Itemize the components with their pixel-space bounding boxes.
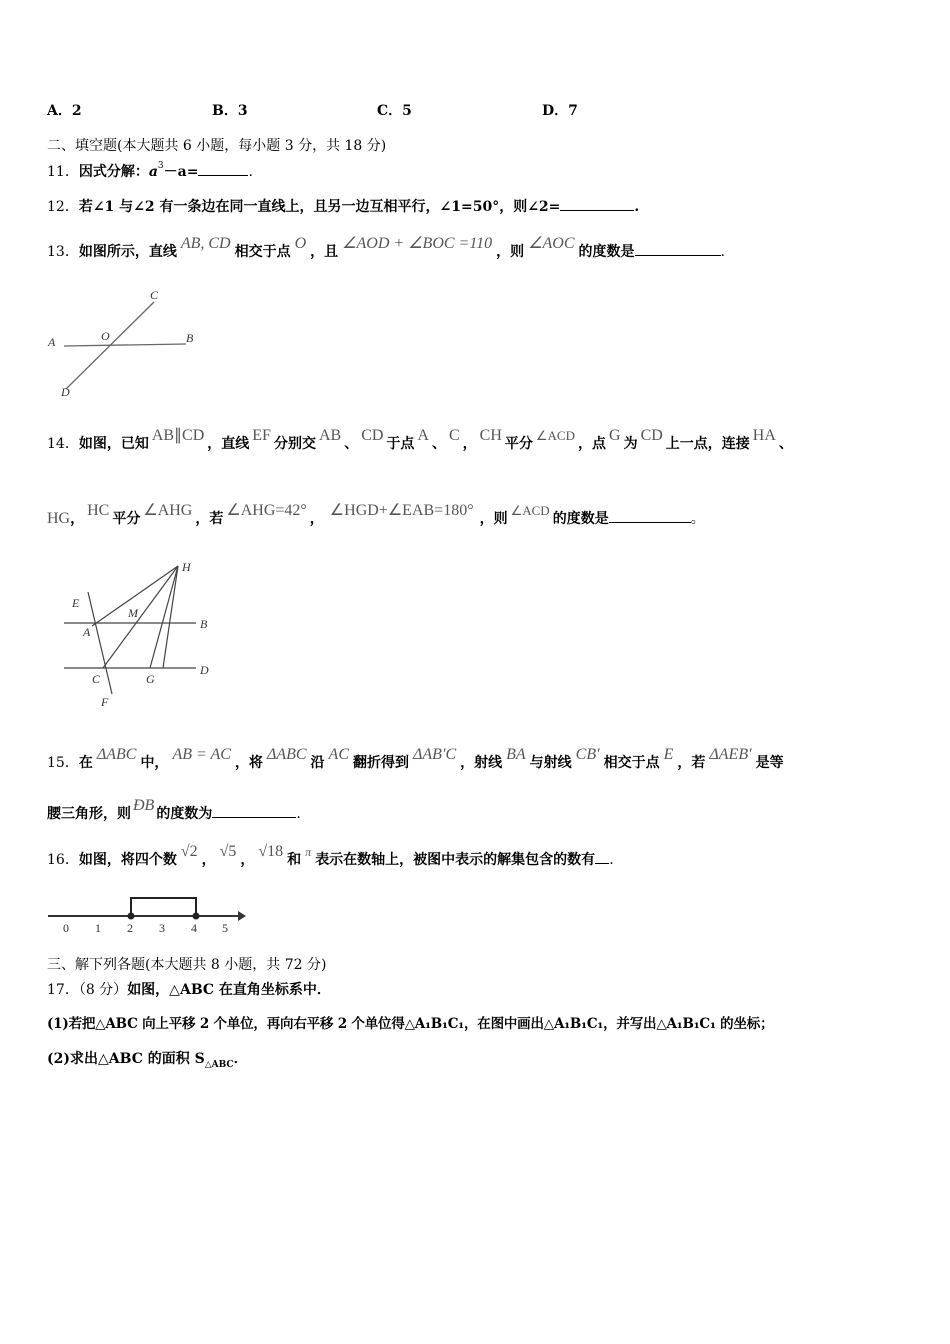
label-d: D — [200, 663, 209, 677]
label-h: H — [182, 560, 191, 574]
answer-blank[interactable] — [560, 196, 634, 211]
tick-0: 0 — [63, 921, 69, 935]
label-m: M — [128, 606, 138, 620]
section3-title: 三、解下列各题(本大题共 8 小题，共 72 分) — [47, 957, 327, 973]
label-c: C — [150, 288, 159, 302]
solution-bracket — [131, 898, 196, 914]
axis-arrow — [238, 911, 246, 921]
question-12: 12．若∠1 与∠2 有一条边在同一直线上，且另一边互相平行，∠1=50°，则∠2= . — [47, 196, 639, 217]
label-b: B — [186, 331, 194, 345]
answer-blank[interactable] — [635, 241, 721, 256]
question-17-part1: (1)若把△ABC 向上平移 2 个单位，再向右平移 2 个单位得△A₁B₁C₁，在图中画出△A₁B₁C₁，并写出△A₁B₁C₁ 的坐标； — [47, 1016, 774, 1032]
tick-2: 2 — [127, 921, 133, 935]
tick-1: 1 — [95, 921, 101, 935]
section2-title: 二、填空题(本大题共 6 小题，每小题 3 分，共 18 分) — [47, 138, 387, 154]
options-row — [47, 101, 647, 121]
question-15-cont: 腰三角形，则 ÐB 的度数为 . — [47, 797, 301, 822]
answer-blank[interactable] — [595, 849, 609, 864]
answer-blank[interactable] — [198, 161, 248, 176]
line-ab — [64, 344, 186, 346]
tick-4: 4 — [191, 921, 197, 935]
question-14-cont: HG， HC 平分 ∠AHG ，若 ∠AHG=42° ， ∠HGD+∠EAB=180° ，则∠ACD的度数是 。 — [47, 502, 705, 527]
endpoint-2 — [128, 913, 135, 920]
label-o: O — [101, 329, 110, 343]
option-d: D．7 — [542, 103, 578, 119]
label-e: E — [72, 596, 80, 610]
answer-blank[interactable] — [609, 508, 691, 523]
question-11: 11．因式分解：$a^3-a=$ . — [47, 161, 253, 180]
label-g: G — [146, 672, 155, 686]
endpoint-4 — [193, 913, 200, 920]
figure-14 — [56, 556, 226, 711]
question-13: 13．如图所示，直线 AB, CD 相交于点 O ，且 ∠AOD + ∠BOC =110 ，则 ∠AOC 的度数是 . — [47, 235, 725, 260]
option-a: A．2 — [47, 103, 82, 119]
tick-5: 5 — [222, 921, 228, 935]
figure-13 — [44, 286, 214, 402]
question-17-part2: (2)求出△ABC 的面积 $S_{\triangle ABC}$． — [47, 1051, 248, 1070]
label-b: B — [200, 617, 208, 631]
option-c: C．5 — [377, 103, 412, 119]
segment-hc — [103, 566, 178, 668]
option-b: B．3 — [212, 103, 248, 119]
question-17: 17．（8 分）如图，△ABC 在直角坐标系中． — [47, 982, 331, 998]
label-f: F — [101, 695, 109, 709]
answer-blank[interactable] — [212, 803, 296, 818]
segment-hg — [150, 566, 178, 668]
number-line-figure — [44, 892, 254, 938]
label-a: A — [83, 625, 91, 639]
segment-hm — [163, 566, 178, 668]
label-a: A — [48, 335, 56, 349]
label-d: D — [61, 385, 70, 399]
label-c: C — [92, 672, 101, 686]
question-15: 15．在 ΔABC 中， AB = AC ，将 ΔABC 沿 AC 翻折得到 ΔAB′C ，射线 BA 与射线 CB′ 相交于点 E ，若 ΔAEB′ 是等 — [47, 746, 784, 771]
tick-3: 3 — [159, 921, 165, 935]
question-16: 16．如图，将四个数 √2 ， √5 ， √18 和 π 表示在数轴上，被图中表示的解集包含的数有 . — [47, 843, 614, 868]
question-14: 14．如图，已知 AB∥CD ，直线 EF 分别交 AB 、 CD 于点 A 、 C ， CH 平分∠ACD，点 G 为 CD 上一点，连接 HA 、 — [47, 427, 793, 452]
